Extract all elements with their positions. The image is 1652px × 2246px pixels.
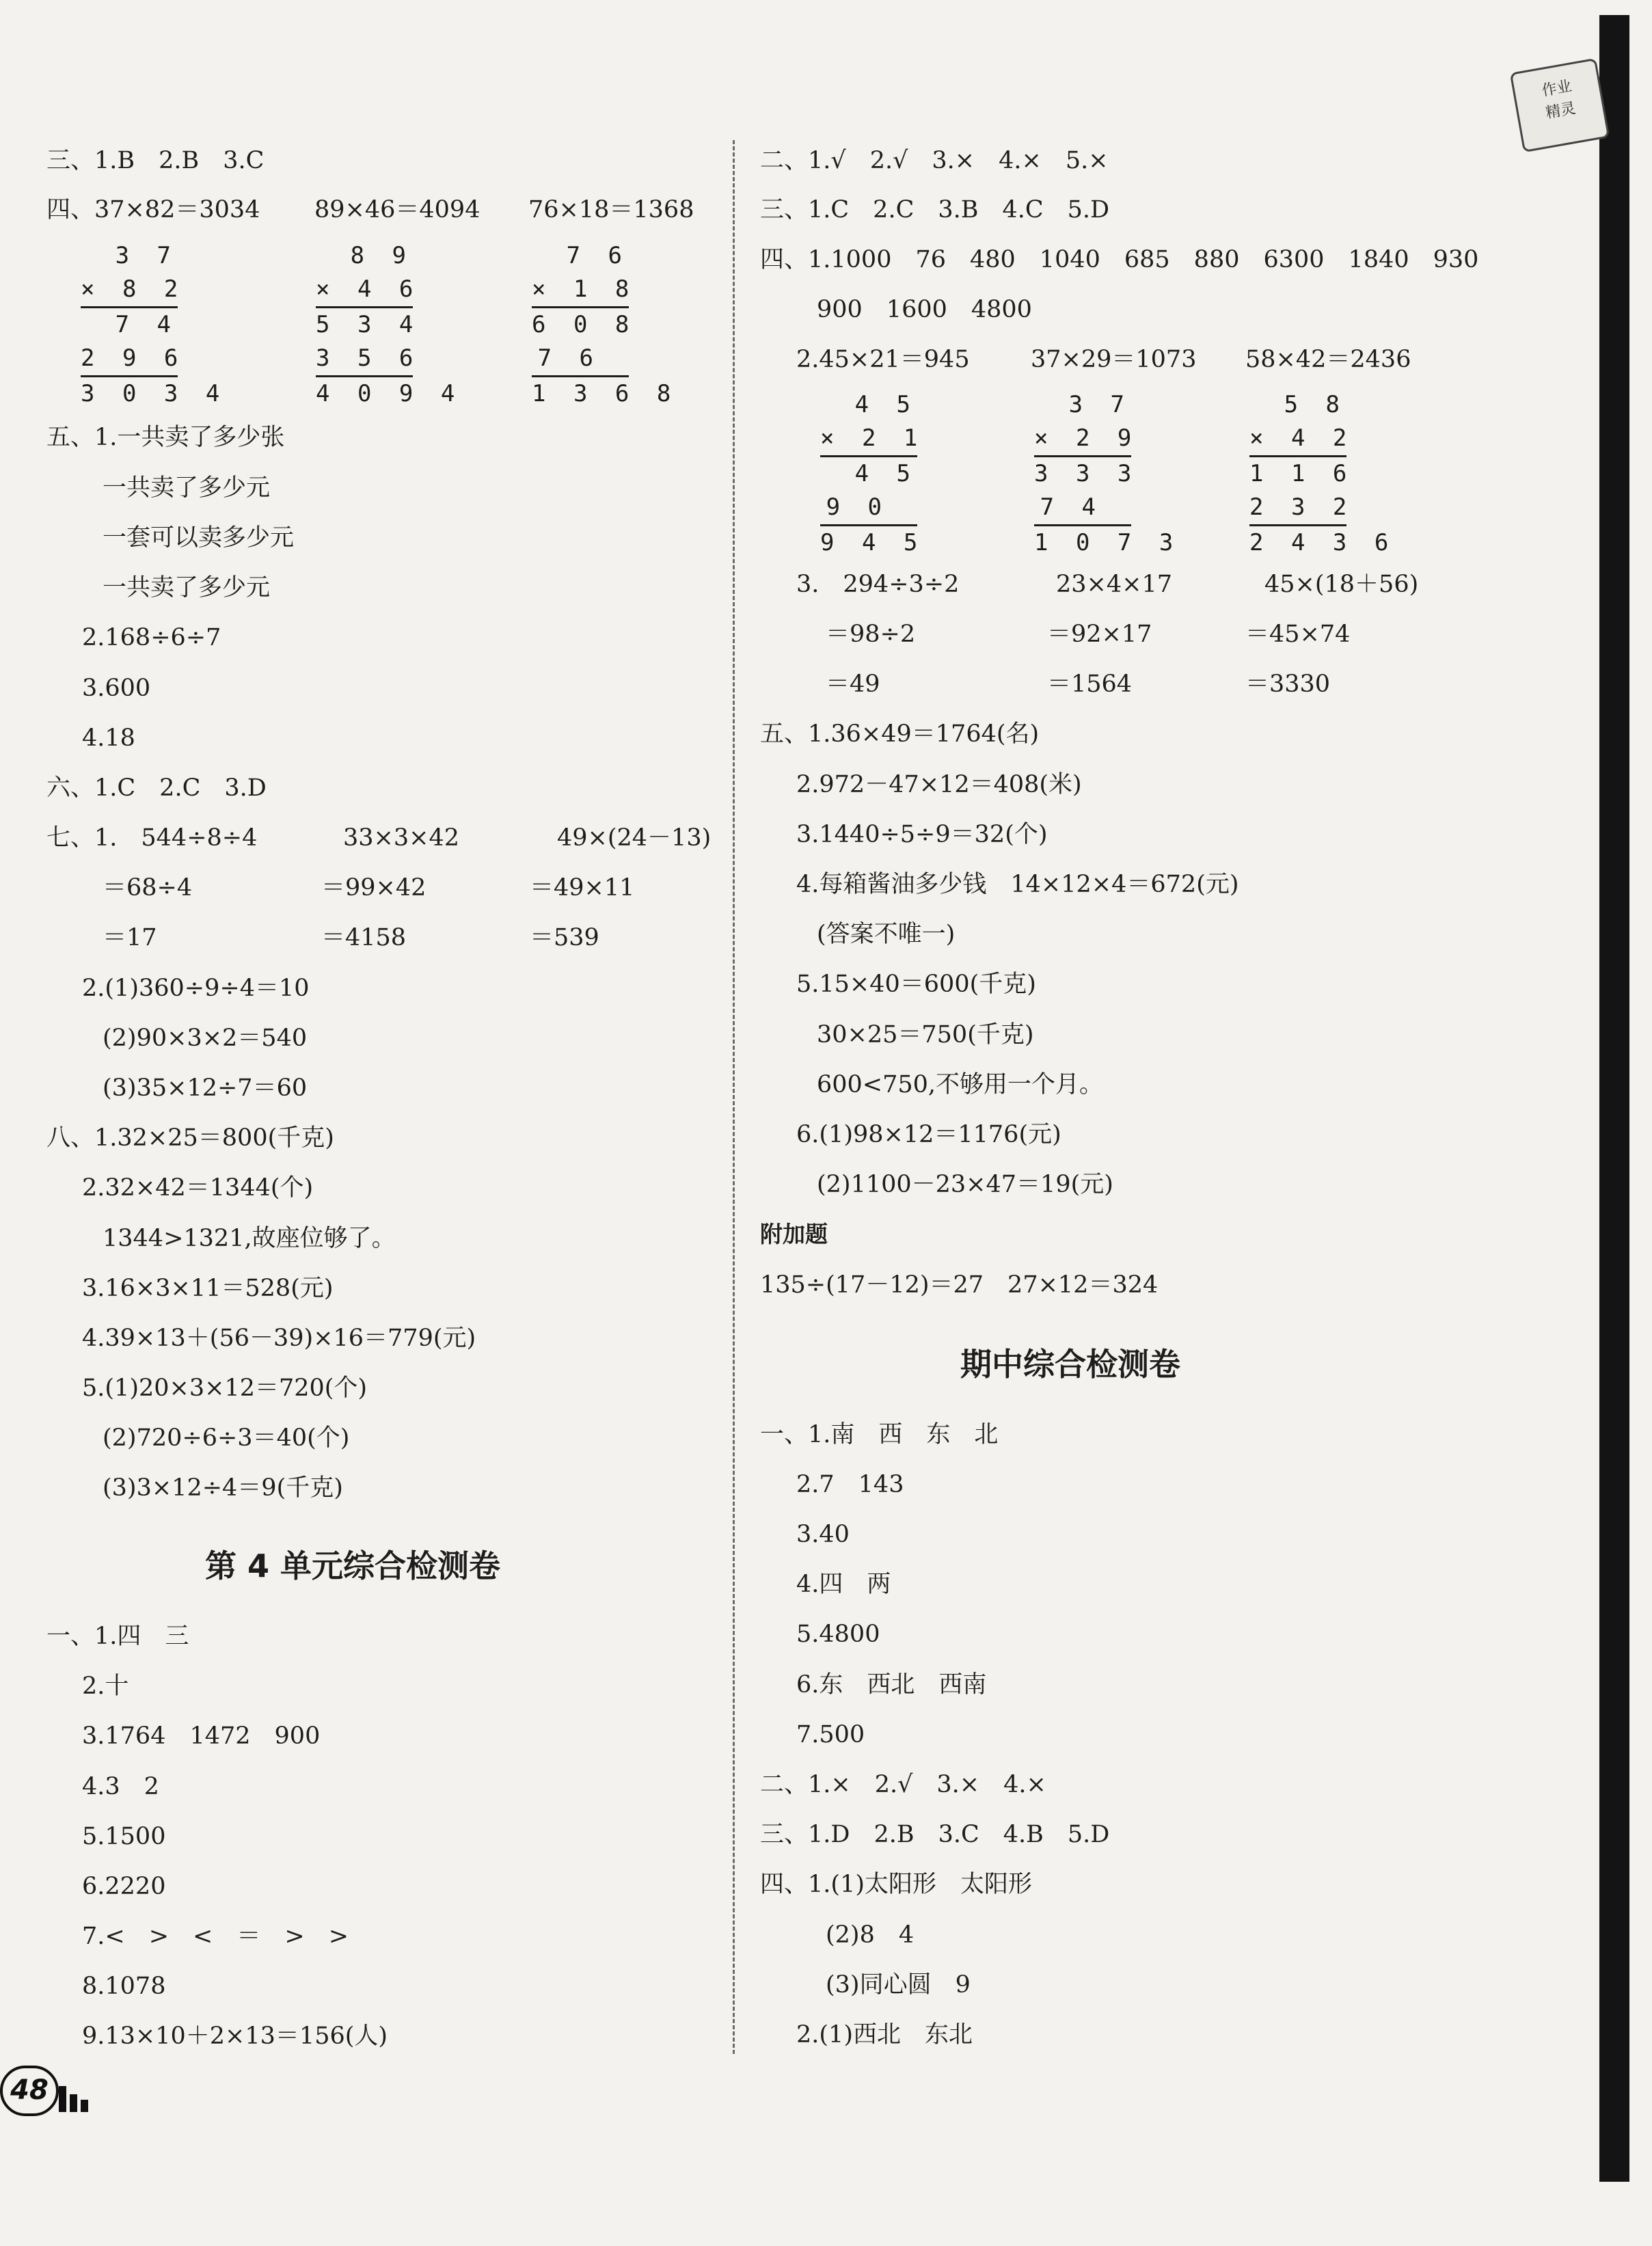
midterm-line: 4.四 两 bbox=[796, 1571, 891, 1598]
mult-row: 7 4 bbox=[115, 311, 178, 338]
midterm-line: 二、1.× 2.√ 3.× 4.× bbox=[760, 1771, 1046, 1798]
right-sec5-line: 2.972－47×12＝408(米) bbox=[796, 771, 1082, 798]
mult-row: 7 6 bbox=[532, 342, 629, 377]
mult-row: 4 0 9 4 bbox=[316, 380, 462, 407]
left-sec5-line: 五、1.一共卖了多少张 bbox=[46, 424, 285, 451]
midterm-line: 四、1.(1)太阳形 太阳形 bbox=[760, 1871, 1032, 1898]
midterm-line: 三、1.D 2.B 3.C 4.B 5.D bbox=[760, 1821, 1110, 1848]
left-sec5-line: 一共卖了多少元 bbox=[103, 474, 271, 502]
unit4-line: 7.< > < ＝ > > bbox=[82, 1923, 349, 1950]
mult-row: 6 0 8 bbox=[532, 311, 636, 338]
right-sec4-expr: 58×42＝2436 bbox=[1245, 346, 1411, 373]
right-calc-r1: 23×4×17 bbox=[1056, 571, 1172, 598]
mult-row: 3 5 6 bbox=[316, 342, 413, 377]
left-sec7-line: 2.(1)360÷9÷4＝10 bbox=[82, 975, 310, 1002]
right-sec5-line: 3.1440÷5÷9＝32(个) bbox=[796, 821, 1048, 848]
midterm-line: 一、1.南 西 东 北 bbox=[760, 1421, 999, 1448]
mult-row: 9 4 5 bbox=[820, 529, 925, 556]
left-sec7-r2: ＝68÷4 bbox=[103, 874, 193, 902]
left-sec8-line: 4.39×13＋(56－39)×16＝779(元) bbox=[82, 1325, 476, 1352]
left-sec8-line: 八、1.32×25＝800(千克) bbox=[46, 1124, 334, 1152]
right-sec5-line: 4.每箱酱油多少钱 14×12×4＝672(元) bbox=[796, 871, 1239, 898]
unit4-title: 第 4 单元综合检测卷 bbox=[205, 1547, 501, 1584]
right-sec4-expr: 2.45×21＝945 bbox=[796, 346, 970, 373]
stamp-line-1: 作业 bbox=[1540, 77, 1573, 100]
right-sec5-line: 600<750,不够用一个月。 bbox=[817, 1071, 1104, 1098]
mult-row: × 4 2 bbox=[1249, 422, 1346, 457]
left-sec8-line: (2)720÷6÷3＝40(个) bbox=[103, 1424, 350, 1452]
mult-row: 1 3 6 8 bbox=[532, 380, 678, 407]
mult-row: × 2 1 bbox=[820, 422, 917, 457]
right-vertical-mult-3 bbox=[1249, 388, 1396, 560]
mult-row: 4 5 bbox=[854, 460, 917, 487]
mult-row: 3 0 3 4 bbox=[81, 380, 227, 407]
left-sec8-line: 3.16×3×11＝528(元) bbox=[82, 1275, 334, 1302]
left-sec7-r1: 49×(24－13) bbox=[557, 824, 712, 852]
left-sec7-r2: ＝99×42 bbox=[321, 874, 426, 902]
left-vertical-mult-1 bbox=[81, 239, 227, 411]
corner-stamp bbox=[1510, 58, 1610, 152]
bonus-answer: 135÷(17－12)＝27 27×12＝324 bbox=[760, 1271, 1159, 1299]
right-calc-r3: ＝49 bbox=[826, 671, 880, 698]
right-sec4-expr: 37×29＝1073 bbox=[1031, 346, 1197, 373]
left-sec7-r1: 七、1. 544÷8÷4 bbox=[46, 824, 258, 852]
mult-row: 7 4 bbox=[1034, 491, 1131, 526]
right-sec5-line: 五、1.36×49＝1764(名) bbox=[760, 720, 1040, 748]
midterm-line: 2.(1)西北 东北 bbox=[796, 2021, 973, 2048]
unit4-line: 3.1764 1472 900 bbox=[82, 1722, 321, 1750]
unit4-line: 5.1500 bbox=[82, 1823, 166, 1850]
midterm-line: 7.500 bbox=[796, 1721, 865, 1748]
right-vertical-mult-2 bbox=[1034, 388, 1180, 560]
right-sec5-line: 6.(1)98×12＝1176(元) bbox=[796, 1121, 1061, 1148]
midterm-title: 期中综合检测卷 bbox=[960, 1346, 1180, 1383]
left-sec4-expr-1: 四、37×82＝3034 bbox=[46, 196, 260, 224]
right-sec5-line: 5.15×40＝600(千克) bbox=[796, 971, 1036, 998]
mult-row: 2 4 3 6 bbox=[1249, 529, 1396, 556]
right-calc-r2: ＝45×74 bbox=[1245, 621, 1351, 648]
stamp-line-2: 精灵 bbox=[1544, 100, 1577, 122]
right-calc-r3: ＝1564 bbox=[1047, 671, 1133, 698]
unit4-line: 2.十 bbox=[82, 1673, 129, 1700]
midterm-line: (2)8 4 bbox=[826, 1921, 915, 1949]
left-sec7-line: (2)90×3×2＝540 bbox=[103, 1025, 308, 1052]
left-sec8-line: 1344>1321,故座位够了。 bbox=[103, 1225, 396, 1252]
left-sec8-line: 2.32×42＝1344(个) bbox=[82, 1174, 314, 1202]
mult-row: 8 9 bbox=[350, 242, 413, 269]
right-calc-r1: 45×(18＋56) bbox=[1264, 571, 1419, 598]
left-sec4-expr-2: 89×46＝4094 bbox=[314, 196, 480, 224]
mult-row: 2 3 2 bbox=[1249, 491, 1346, 526]
left-sec7-r3: ＝4158 bbox=[321, 924, 407, 951]
midterm-line: 2.7 143 bbox=[796, 1471, 904, 1498]
right-sec5-line: (2)1100－23×47＝19(元) bbox=[817, 1171, 1113, 1198]
page-number-bars-icon bbox=[59, 2086, 92, 2113]
right-sec4-line: 900 1600 4800 bbox=[817, 296, 1032, 323]
mult-row: 5 3 4 bbox=[316, 311, 420, 338]
right-sec5-line: (答案不唯一) bbox=[817, 921, 956, 948]
left-sec7-line: (3)35×12÷7＝60 bbox=[103, 1074, 308, 1102]
right-sec2: 二、1.√ 2.√ 3.× 4.× 5.× bbox=[760, 147, 1109, 174]
midterm-line: (3)同心圆 9 bbox=[826, 1971, 971, 1999]
mult-row: 3 3 3 bbox=[1034, 460, 1139, 487]
left-sec7-r3: ＝539 bbox=[530, 924, 599, 951]
left-vertical-mult-2 bbox=[316, 239, 462, 411]
left-sec5-line: 2.168÷6÷7 bbox=[82, 624, 221, 651]
bonus-title: 附加题 bbox=[760, 1221, 828, 1247]
midterm-line: 6.东 西北 西南 bbox=[796, 1671, 987, 1699]
right-calc-r3: ＝3330 bbox=[1245, 671, 1331, 698]
right-calc-r2: ＝92×17 bbox=[1047, 621, 1152, 648]
mult-row: 2 9 6 bbox=[81, 342, 178, 377]
left-sec7-r2: ＝49×11 bbox=[530, 874, 635, 902]
mult-row: × 1 8 bbox=[532, 273, 629, 308]
unit4-line: 9.13×10＋2×13＝156(人) bbox=[82, 2022, 388, 2050]
mult-row: × 4 6 bbox=[316, 273, 413, 308]
unit4-line: 4.3 2 bbox=[82, 1773, 159, 1800]
left-sec6: 六、1.C 2.C 3.D bbox=[46, 774, 267, 802]
left-sec5-line: 4.18 bbox=[82, 725, 135, 752]
column-divider bbox=[733, 140, 735, 2054]
left-sec5-line: 一共卖了多少元 bbox=[103, 574, 271, 601]
right-calc-r2: ＝98÷2 bbox=[826, 621, 916, 648]
left-sec5-line: 一套可以卖多少元 bbox=[103, 524, 295, 552]
unit4-line: 一、1.四 三 bbox=[46, 1623, 189, 1650]
mult-row: 1 0 7 3 bbox=[1034, 529, 1180, 556]
left-sec4-expr-3: 76×18＝1368 bbox=[528, 196, 694, 224]
right-calc-r1: 3. 294÷3÷2 bbox=[796, 571, 960, 598]
left-sec5-line: 3.600 bbox=[82, 675, 151, 702]
left-vertical-mult-3 bbox=[532, 239, 678, 411]
midterm-line: 3.40 bbox=[796, 1521, 850, 1548]
page-edge-shadow bbox=[1599, 15, 1629, 2182]
mult-row: 4 5 bbox=[854, 391, 917, 418]
mult-row: × 8 2 bbox=[81, 273, 178, 308]
right-sec4-line: 四、1.1000 76 480 1040 685 880 6300 1840 930 bbox=[760, 246, 1479, 273]
right-vertical-mult-1 bbox=[820, 388, 925, 560]
mult-row: 3 7 bbox=[1068, 391, 1131, 418]
left-sec7-r3: ＝17 bbox=[103, 924, 157, 951]
mult-row: × 2 9 bbox=[1034, 422, 1131, 457]
page-number: 48 bbox=[0, 2066, 59, 2116]
unit4-line: 8.1078 bbox=[82, 1973, 166, 2000]
left-sec7-r1: 33×3×42 bbox=[343, 824, 459, 852]
left-sec8-line: 5.(1)20×3×12＝720(个) bbox=[82, 1375, 368, 1402]
right-sec3: 三、1.C 2.C 3.B 4.C 5.D bbox=[760, 196, 1110, 224]
mult-row: 1 1 6 bbox=[1249, 460, 1354, 487]
unit4-line: 6.2220 bbox=[82, 1873, 166, 1900]
mult-row: 7 6 bbox=[566, 242, 629, 269]
mult-row: 9 0 bbox=[820, 491, 917, 526]
right-sec5-line: 30×25＝750(千克) bbox=[817, 1021, 1034, 1048]
left-sec8-line: (3)3×12÷4＝9(千克) bbox=[103, 1474, 343, 1502]
mult-row: 3 7 bbox=[115, 242, 178, 269]
left-sec3: 三、1.B 2.B 3.C bbox=[46, 147, 265, 174]
midterm-line: 5.4800 bbox=[796, 1621, 880, 1648]
mult-row: 5 8 bbox=[1284, 391, 1346, 418]
